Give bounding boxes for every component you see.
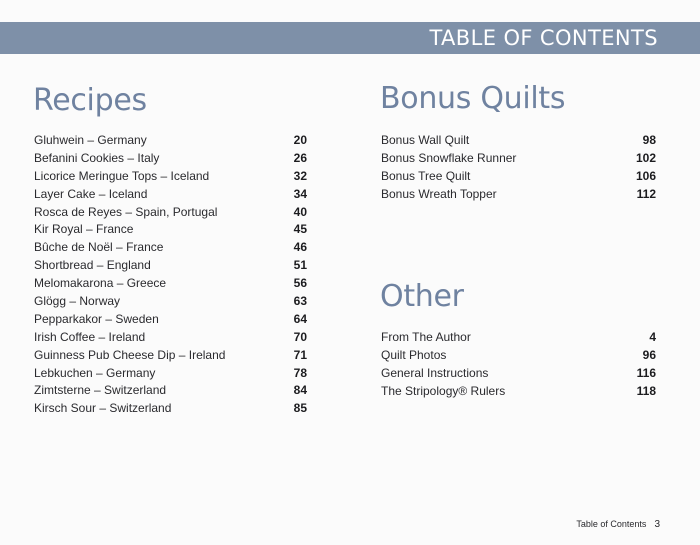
other-list	[381, 329, 656, 401]
other-heading: Other	[380, 279, 464, 314]
toc-entry	[34, 275, 307, 293]
toc-entry-page: 70	[293, 329, 307, 344]
toc-entry-title: Shortbread – England	[34, 258, 151, 273]
toc-entry	[34, 382, 307, 400]
bonus-quilts-heading: Bonus Quilts	[380, 81, 566, 116]
toc-entry	[34, 132, 307, 150]
toc-entry-page: 32	[293, 168, 307, 183]
toc-entry-page: 20	[293, 133, 307, 147]
toc-entry-title: Lebkuchen – Germany	[34, 365, 156, 380]
toc-entry	[381, 186, 656, 204]
toc-entry-page: 46	[293, 240, 307, 255]
toc-entry-title: Rosca de Reyes – Spain, Portugal	[34, 204, 218, 219]
toc-entry-title: Bûche de Noël – France	[34, 240, 164, 255]
toc-entry-title: Melomakarona – Greece	[34, 276, 167, 291]
toc-entry-page: 51	[293, 258, 307, 273]
toc-entry	[381, 365, 656, 383]
toc-entry	[34, 347, 307, 365]
footer-label: Table of Contents	[576, 519, 647, 529]
toc-entry-title: Kir Royal – France	[34, 222, 134, 237]
toc-entry-title: Gluhwein – Germany	[34, 133, 147, 147]
toc-entry-page: 98	[642, 133, 656, 147]
toc-entry	[34, 365, 307, 383]
toc-entry-title: Zimtsterne – Switzerland	[34, 383, 167, 398]
toc-entry	[34, 293, 307, 311]
toc-entry-title: Quilt Photos	[381, 347, 447, 362]
toc-entry-title: Glögg – Norway	[34, 294, 121, 309]
toc-entry-page: 84	[293, 383, 307, 398]
toc-entry-title: The Stripology® Rulers	[381, 383, 506, 398]
bonus-quilts-list	[381, 132, 656, 204]
toc-entry	[34, 150, 307, 168]
toc-entry-page: 71	[293, 347, 307, 362]
toc-entry-title: Bonus Tree Quilt	[381, 168, 471, 183]
toc-entry-title: Befanini Cookies – Italy	[34, 150, 160, 165]
toc-entry-page: 4	[649, 330, 656, 344]
toc-entry	[381, 383, 656, 401]
toc-entry	[34, 239, 307, 257]
toc-entry-page: 26	[293, 150, 307, 165]
toc-entry	[34, 400, 307, 418]
toc-entry-title: Layer Cake – Iceland	[34, 186, 148, 201]
toc-entry-title: Guinness Pub Cheese Dip – Ireland	[34, 347, 226, 362]
toc-entry	[34, 168, 307, 186]
toc-entry	[34, 257, 307, 275]
toc-entry	[34, 221, 307, 239]
toc-entry-page: 78	[293, 365, 307, 380]
toc-entry-page: 85	[293, 401, 307, 416]
toc-entry-title: Bonus Wall Quilt	[381, 133, 470, 147]
toc-entry-title: Licorice Meringue Tops – Iceland	[34, 168, 210, 183]
header-bar	[0, 22, 700, 54]
toc-entry	[381, 329, 656, 347]
recipes-list	[34, 132, 307, 418]
toc-entry-page: 102	[635, 150, 656, 165]
toc-entry	[381, 168, 656, 186]
footer-page-number: 3	[654, 519, 660, 530]
page-footer	[576, 519, 660, 530]
toc-entry-page: 112	[636, 186, 656, 201]
toc-entry-title: Bonus Wreath Topper	[381, 186, 497, 201]
toc-entry-page: 34	[293, 186, 307, 201]
toc-entry-page: 118	[636, 383, 656, 398]
toc-entry-page: 45	[293, 222, 307, 237]
toc-entry	[381, 132, 656, 150]
toc-entry-title: From The Author	[381, 330, 471, 344]
toc-entry-page: 96	[642, 347, 656, 362]
toc-entry-page: 40	[293, 204, 307, 219]
toc-entry-page: 56	[293, 276, 307, 291]
toc-entry-title: Pepparkakor – Sweden	[34, 311, 159, 326]
toc-entry	[381, 347, 656, 365]
toc-entry-page: 106	[635, 168, 656, 183]
recipes-heading: Recipes	[33, 83, 147, 118]
toc-entry-title: Irish Coffee – Ireland	[34, 329, 146, 344]
toc-entry-page: 63	[293, 294, 307, 309]
toc-entry	[381, 150, 656, 168]
toc-entry-page: 64	[293, 311, 307, 326]
toc-entry	[34, 329, 307, 347]
toc-entry-title: Kirsch Sour – Switzerland	[34, 401, 172, 416]
page-title: TABLE OF CONTENTS	[429, 26, 658, 50]
toc-entry-title: General Instructions	[381, 365, 489, 380]
toc-entry-title: Bonus Snowflake Runner	[381, 150, 517, 165]
toc-entry	[34, 186, 307, 204]
toc-entry-page: 116	[636, 365, 656, 380]
toc-entry	[34, 311, 307, 329]
toc-entry	[34, 204, 307, 222]
